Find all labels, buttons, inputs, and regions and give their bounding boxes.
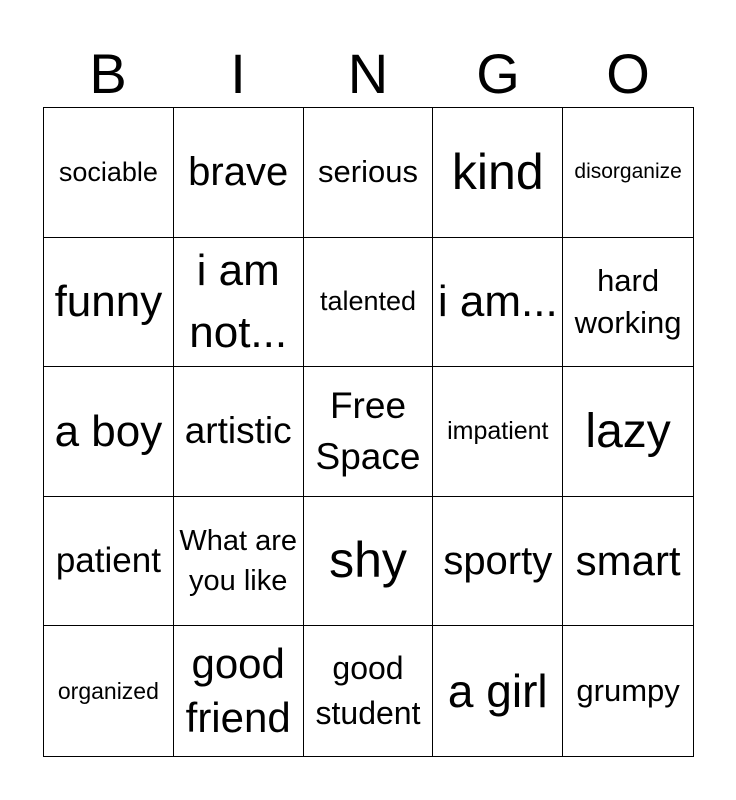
- bingo-cell[interactable]: [563, 626, 693, 756]
- header-letter-g: G: [476, 42, 520, 105]
- free-space-cell[interactable]: [304, 367, 434, 497]
- bingo-cell[interactable]: [304, 108, 434, 238]
- cell-text: funny: [54, 276, 163, 326]
- cell-text: i am...: [437, 277, 558, 327]
- cell-text: talented: [319, 286, 417, 317]
- bingo-cell[interactable]: [44, 367, 174, 497]
- cell-text: brave: [188, 150, 289, 195]
- bingo-cell[interactable]: [174, 626, 304, 756]
- cell-text: grumpy: [576, 673, 680, 709]
- bingo-cell[interactable]: [174, 108, 304, 238]
- bingo-cell[interactable]: [174, 238, 304, 368]
- cell-text: sociable: [58, 156, 158, 187]
- bingo-cell[interactable]: [304, 626, 434, 756]
- bingo-cell[interactable]: [44, 497, 174, 627]
- cell-text: smart: [575, 536, 681, 584]
- bingo-cell[interactable]: [433, 497, 563, 627]
- bingo-cell[interactable]: [563, 367, 693, 497]
- cell-text: sporty: [443, 539, 553, 584]
- cell-text: artistic: [184, 410, 292, 452]
- bingo-cell[interactable]: [304, 497, 434, 627]
- bingo-cell[interactable]: [44, 238, 174, 368]
- cell-text: organized: [57, 677, 159, 704]
- bingo-cell[interactable]: [44, 108, 174, 238]
- cell-text: patient: [55, 540, 161, 580]
- cell-text: serious: [318, 154, 418, 190]
- header-letter-o: O: [606, 42, 650, 105]
- bingo-cell[interactable]: [563, 497, 693, 627]
- bingo-board: [43, 107, 694, 757]
- bingo-cell[interactable]: [433, 108, 563, 238]
- cell-text: hard working: [574, 263, 682, 340]
- bingo-cell[interactable]: [174, 367, 304, 497]
- bingo-cell[interactable]: [433, 626, 563, 756]
- cell-text: a girl: [447, 664, 548, 717]
- header-letter-n: N: [347, 42, 389, 105]
- cell-text: a boy: [54, 406, 163, 456]
- cell-text: shy: [329, 532, 407, 589]
- cell-text: impatient: [447, 417, 549, 446]
- bingo-cell[interactable]: [563, 238, 693, 368]
- bingo-cell[interactable]: [563, 108, 693, 238]
- bingo-cell[interactable]: [304, 238, 434, 368]
- cell-text: kind: [451, 143, 544, 200]
- cell-text: disorganize: [574, 160, 682, 184]
- cell-text: i am not...: [189, 246, 288, 357]
- header-letter-i: I: [230, 42, 246, 105]
- bingo-cell[interactable]: [174, 497, 304, 627]
- bingo-header: [43, 40, 693, 108]
- cell-text: good student: [315, 650, 421, 732]
- cell-text: Free Space: [315, 384, 421, 478]
- bingo-cell[interactable]: [433, 367, 563, 497]
- cell-text: lazy: [585, 404, 671, 458]
- bingo-cell[interactable]: [44, 626, 174, 756]
- cell-text: What are you like: [179, 524, 298, 598]
- header-letter-b: B: [89, 42, 127, 105]
- cell-text: good friend: [185, 639, 291, 742]
- bingo-cell[interactable]: [433, 238, 563, 368]
